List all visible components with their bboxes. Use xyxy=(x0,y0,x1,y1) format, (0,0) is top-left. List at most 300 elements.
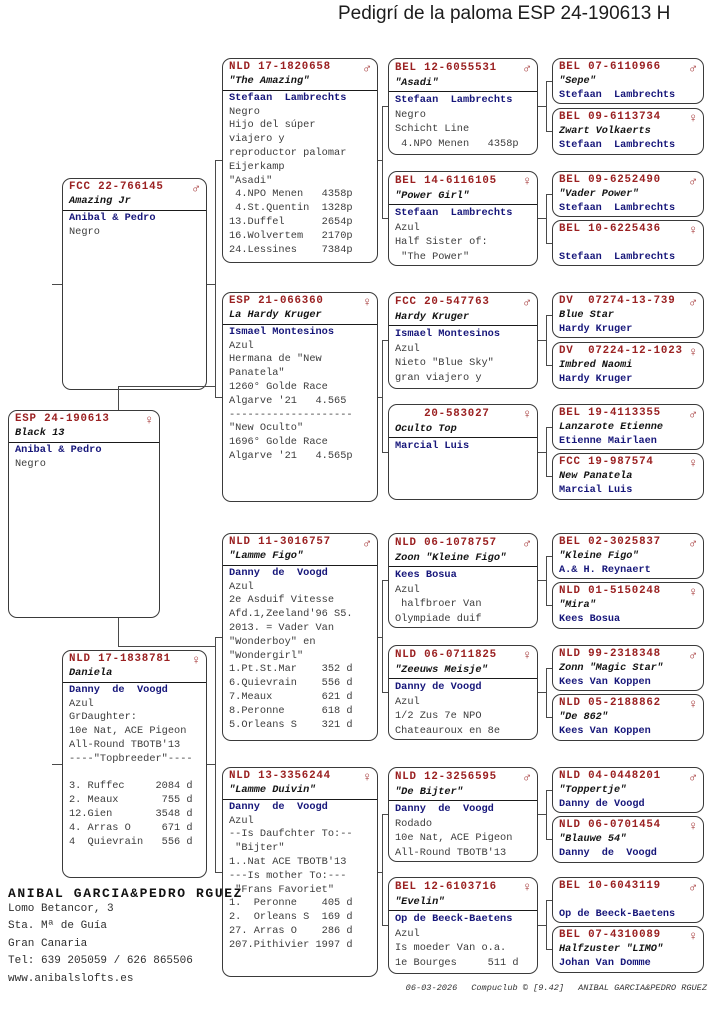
female-icon: ♀ xyxy=(192,653,200,668)
body-line: Nieto "Blue Sky" xyxy=(395,357,494,370)
pigeon-name: Oculto Top xyxy=(395,422,457,435)
pedigree-box-nld-17-1820658 xyxy=(222,58,378,263)
owner-name: Stefaan Lambrechts xyxy=(229,91,347,104)
breeder-address-line: Sta. Mª de Guía xyxy=(8,920,108,933)
connector-line xyxy=(382,218,388,219)
body-line: "New Oculto" xyxy=(229,422,304,435)
connector-line xyxy=(382,814,388,815)
pigeon-name xyxy=(559,237,697,251)
pedigree-box-nld-06-0711825 xyxy=(388,645,538,740)
connector-line xyxy=(546,81,552,82)
ring-number: 20-583027 xyxy=(395,408,490,420)
ring-number: NLD 01-5150248 xyxy=(559,585,661,597)
name-divider xyxy=(389,91,537,92)
body-line: 24.Lessines 7384p xyxy=(229,243,353,256)
owner-name: Ismael Montesinos xyxy=(229,325,335,338)
body-line: Is moeder Van o.a. xyxy=(395,942,507,955)
owner-name: Etienne Mairlaen xyxy=(559,435,657,447)
body-line: 6.Quievrain 556 d xyxy=(229,677,353,690)
body-line: "Wonderboy" en xyxy=(229,635,316,648)
male-icon: ♂ xyxy=(689,61,697,76)
connector-line xyxy=(546,315,547,365)
ring-number: FCC 22-766145 xyxy=(69,181,164,193)
ring-row xyxy=(229,295,371,309)
pigeon-name: Daniela xyxy=(69,667,113,679)
ring-number: NLD 06-1078757 xyxy=(395,537,497,549)
body-line: Panatela" xyxy=(229,367,285,380)
pedigree-box-bel-10-6225436 xyxy=(552,220,704,266)
body-line: Negro xyxy=(229,105,260,118)
owner-name: Op de Beeck-Baetens xyxy=(559,908,676,920)
footer-date: 06-03-2026 xyxy=(405,983,458,993)
body-line: Azul xyxy=(395,342,420,355)
connector-line xyxy=(546,194,547,243)
connector-line xyxy=(538,814,546,815)
name-divider xyxy=(389,437,537,438)
male-icon: ♂ xyxy=(192,181,200,196)
connector-line xyxy=(382,340,388,341)
body-line: Azul xyxy=(395,927,420,940)
name-divider xyxy=(63,210,206,211)
male-icon: ♂ xyxy=(689,174,697,189)
ring-row xyxy=(229,536,371,550)
body-line: Azul xyxy=(229,814,254,827)
ring-row xyxy=(229,61,371,75)
pedigree-box-nld-12-3256595 xyxy=(388,767,538,862)
body-line: 2013. = Vader Van xyxy=(229,621,335,634)
body-line: 16.Wolvertem 2170p xyxy=(229,229,353,242)
connector-line xyxy=(546,556,552,557)
female-icon: ♀ xyxy=(523,174,531,189)
ring-row xyxy=(559,880,697,894)
body-line: gran viajero y xyxy=(395,371,482,384)
ring-number: BEL 07-4310089 xyxy=(559,929,661,941)
body-line: Negro xyxy=(69,225,100,238)
body-line: "Bijter" xyxy=(229,842,285,855)
male-icon: ♂ xyxy=(523,770,531,785)
male-icon: ♂ xyxy=(689,880,697,895)
connector-line xyxy=(215,160,222,161)
female-icon: ♀ xyxy=(523,407,531,422)
ring-row xyxy=(559,697,697,711)
connector-line xyxy=(538,580,546,581)
body-line: GrDaughter: xyxy=(69,711,137,724)
connector-line xyxy=(538,692,546,693)
ring-number: BEL 12-6103716 xyxy=(395,881,497,893)
male-icon: ♂ xyxy=(523,536,531,551)
connector-line xyxy=(538,218,546,219)
footer-owner: ANIBAL GARCIA&PEDRO RGUEZ xyxy=(578,983,707,993)
body-line: 1260° Golde Race xyxy=(229,380,328,393)
ring-row xyxy=(229,770,371,784)
connector-line xyxy=(382,692,388,693)
connector-line xyxy=(538,452,546,453)
body-line: Hermana de "New xyxy=(229,353,322,366)
connector-line xyxy=(546,81,547,131)
pigeon-name: "Blauwe 54" xyxy=(559,834,627,845)
ring-number: BEL 19-4113355 xyxy=(559,407,661,419)
connector-line xyxy=(118,618,119,646)
male-icon: ♂ xyxy=(363,61,371,76)
owner-name: Marcial Luis xyxy=(395,440,470,453)
pigeon-name: "Toppertje" xyxy=(559,785,627,796)
pigeon-name: Halfzuster "LIMO" xyxy=(559,944,663,955)
pigeon-name: "Power Girl" xyxy=(395,189,470,202)
body-line: 1e Bourges 511 d xyxy=(395,956,519,969)
pedigree-box-nld-04-0448201 xyxy=(552,767,704,813)
breeder-phone: Tel: 639 205059 / 626 865506 xyxy=(8,955,193,968)
pedigree-box-nld-13-3356244 xyxy=(222,767,378,977)
pedigree-box-nld-06-1078757 xyxy=(388,533,538,628)
body-line: --Is Daufchter To:-- xyxy=(229,828,353,841)
body-line: 2e Asduif Vitesse xyxy=(229,594,335,607)
owner-name: Ismael Montesinos xyxy=(395,328,501,341)
body-line: Azul xyxy=(395,583,420,596)
body-line: 3. Ruffec 2084 d xyxy=(69,780,193,793)
ring-row xyxy=(559,929,697,943)
ring-row xyxy=(559,223,697,237)
owner-name: Op de Beeck-Baetens xyxy=(395,913,513,926)
ring-number: BEL 07-6110966 xyxy=(559,61,661,73)
male-icon: ♂ xyxy=(523,61,531,76)
female-icon: ♀ xyxy=(363,295,371,310)
body-line: halfbroer Van xyxy=(395,598,482,611)
owner-name: A.& H. Reynaert xyxy=(559,564,651,576)
pigeon-name: "Sepe" xyxy=(559,76,596,87)
breeder-name: ANIBAL GARCIA&PEDRO RGUEZ xyxy=(8,886,244,901)
body-line: 1. Peronne 405 d xyxy=(229,897,353,910)
connector-line xyxy=(546,900,552,901)
breeder-website: www.anibalslofts.es xyxy=(8,972,134,985)
pedigree-box-bel-12-6103716 xyxy=(388,877,538,974)
ring-row xyxy=(559,770,697,784)
pigeon-name: Zonn "Magic Star" xyxy=(559,663,663,674)
owner-name: Stefaan Lambrechts xyxy=(559,251,676,263)
pigeon-name: Zwart Volkaerts xyxy=(559,126,651,137)
connector-line xyxy=(546,427,552,428)
pedigree-box-bel-07-4310089 xyxy=(552,926,704,973)
pedigree-box-bel-02-3025837 xyxy=(552,533,704,579)
body-line: Eijerkamp xyxy=(229,160,285,173)
body-line: 4.St.Quentin 1328p xyxy=(229,202,353,215)
connector-line xyxy=(546,243,552,244)
body-line: "Asadi" xyxy=(229,174,273,187)
body-line: 2. Meaux 755 d xyxy=(69,794,193,807)
owner-name: Johan Van Domme xyxy=(559,957,651,969)
ring-row xyxy=(559,819,697,833)
pigeon-name: Lanzarote Etienne xyxy=(559,422,663,433)
owner-name: Kees Van Koppen xyxy=(559,676,651,688)
body-line: "The Power" xyxy=(395,250,470,263)
ring-number: NLD 04-0448201 xyxy=(559,770,661,782)
connector-line xyxy=(546,949,552,950)
name-divider xyxy=(223,565,377,566)
body-line: reproductor palomar xyxy=(229,146,347,159)
male-icon: ♂ xyxy=(689,407,697,422)
name-divider xyxy=(223,90,377,91)
pedigree-box-bel-14-6116105 xyxy=(388,171,538,266)
name-divider xyxy=(63,682,206,683)
breeder-address-line: Lomo Betancor, 3 xyxy=(8,903,114,915)
connector-line xyxy=(538,925,546,926)
connector-line xyxy=(546,605,552,606)
body-line: Algarve '21 4.565 xyxy=(229,394,347,407)
body-line: "Frans Favoriet" xyxy=(229,883,335,896)
name-divider xyxy=(223,324,377,325)
body-line: Azul xyxy=(69,697,94,710)
connector-line xyxy=(546,365,552,366)
connector-line xyxy=(546,668,547,717)
connector-line xyxy=(52,764,62,765)
body-line: Chateauroux en 8e xyxy=(395,724,501,737)
body-line: 27. Arras O 286 d xyxy=(229,924,353,937)
connector-line xyxy=(546,668,552,669)
name-divider xyxy=(389,678,537,679)
body-line: 4. Arras O 671 d xyxy=(69,821,193,834)
ring-number: BEL 10-6225436 xyxy=(559,223,661,235)
ring-row xyxy=(559,648,697,662)
pedigree-box-esp-21-066360 xyxy=(222,292,378,502)
connector-line xyxy=(118,646,215,647)
body-line: Azul xyxy=(229,580,254,593)
ring-number: BEL 10-6043119 xyxy=(559,880,661,892)
connector-line xyxy=(546,900,547,949)
ring-number: NLD 11-3016757 xyxy=(229,536,331,548)
ring-number: NLD 05-2188862 xyxy=(559,697,661,709)
body-line: 1696° Golde Race xyxy=(229,436,328,449)
owner-name: Marcial Luis xyxy=(559,484,633,496)
connector-line xyxy=(215,637,216,872)
connector-line xyxy=(546,717,552,718)
ring-number: DV 07274-13-739 xyxy=(559,295,676,307)
owner-name: Danny de Voogd xyxy=(229,800,328,813)
owner-name: Anibal & Pedro xyxy=(69,211,156,224)
body-line: 12.Gien 3548 d xyxy=(69,807,193,820)
owner-name: Stefaan Lambrechts xyxy=(559,202,676,214)
body-line: 4.NPO Menen 4358p xyxy=(395,137,519,150)
pigeon-name: Imbred Naomi xyxy=(559,360,633,371)
connector-line xyxy=(546,427,547,476)
page-title: Pedigrí de la paloma ESP 24-190613 H xyxy=(338,3,671,24)
body-line: 1.Pt.St.Mar 352 d xyxy=(229,663,353,676)
body-line: Half Sister of: xyxy=(395,236,488,249)
pigeon-name: "Kleine Figo" xyxy=(559,551,639,562)
ring-row xyxy=(69,653,200,667)
pedigree-box-bel-10-6043119 xyxy=(552,877,704,923)
body-line: Rodado xyxy=(395,817,433,830)
ring-number: NLD 13-3356244 xyxy=(229,770,331,782)
owner-name: Danny de Voogd xyxy=(559,798,645,810)
connector-line xyxy=(538,106,546,107)
female-icon: ♀ xyxy=(689,929,697,944)
pedigree-box-nld-17-1838781 xyxy=(62,650,207,878)
body-line: 10e Nat, ACE Pigeon xyxy=(69,725,187,738)
body-line: Algarve '21 4.565p xyxy=(229,449,353,462)
female-icon: ♀ xyxy=(689,111,697,126)
pedigree-box-nld-11-3016757 xyxy=(222,533,378,741)
connector-line xyxy=(382,106,388,107)
ring-row xyxy=(395,770,531,785)
connector-line xyxy=(118,386,215,387)
footer-line xyxy=(392,983,707,993)
pedigree-box-bel-07-6110966 xyxy=(552,58,704,104)
name-divider xyxy=(389,566,537,567)
body-line: Afd.1,Zeeland'96 S5. xyxy=(229,608,353,621)
body-line: 1/2 Zus 7e NPO xyxy=(395,710,482,723)
body-line: "Wondergirl" xyxy=(229,649,304,662)
body-line: 7.Meaux 621 d xyxy=(229,690,353,703)
owner-name: Danny de Voogd xyxy=(229,566,328,579)
body-line: Schicht Line xyxy=(395,123,470,136)
owner-name: Stefaan Lambrechts xyxy=(395,207,513,220)
connector-line xyxy=(52,284,62,285)
ring-row xyxy=(395,295,531,310)
breeder-block xyxy=(8,886,243,988)
pedigree-box-bel-12-6055531 xyxy=(388,58,538,155)
body-line: Olympiade duif xyxy=(395,612,482,625)
body-line: Hijo del súper xyxy=(229,119,316,132)
pedigree-box-bel-19-4113355 xyxy=(552,404,704,450)
female-icon: ♀ xyxy=(689,456,697,471)
ring-number: ESP 24-190613 xyxy=(15,413,110,425)
pigeon-name: "Zeeuws Meisje" xyxy=(395,663,488,676)
body-line: -------------------- xyxy=(229,408,353,421)
ring-row xyxy=(15,413,153,427)
connector-line xyxy=(382,580,383,692)
pigeon-name: "Lamme Figo" xyxy=(229,550,304,562)
pigeon-name: Zoon "Kleine Figo" xyxy=(395,551,507,564)
connector-line xyxy=(215,160,216,397)
female-icon: ♀ xyxy=(689,697,697,712)
female-icon: ♀ xyxy=(689,819,697,834)
male-icon: ♂ xyxy=(689,770,697,785)
owner-name: Stefaan Lambrechts xyxy=(559,89,676,101)
name-divider xyxy=(389,325,537,326)
pigeon-name: "Evelin" xyxy=(395,895,445,908)
body-line: 8.Peronne 618 d xyxy=(229,704,353,717)
body-line: 4 Quievrain 556 d xyxy=(69,835,193,848)
connector-line xyxy=(546,556,547,605)
connector-line xyxy=(382,452,388,453)
body-line: All-Round TBOTB'13 xyxy=(395,846,507,859)
female-icon: ♀ xyxy=(523,880,531,895)
ring-row xyxy=(559,295,697,309)
pigeon-name: Blue Star xyxy=(559,310,615,321)
ring-row xyxy=(69,181,200,195)
owner-name: Danny de Voogd xyxy=(395,803,494,816)
pedigree-box-nld-01-5150248 xyxy=(552,582,704,629)
pigeon-name: "Lamme Duivin" xyxy=(229,784,316,796)
body-line: All-Round TBOTB'13 xyxy=(69,738,181,751)
pedigree-box-esp-24-190613 xyxy=(8,410,160,618)
pigeon-name: "Asadi" xyxy=(395,76,439,89)
connector-line xyxy=(546,790,547,839)
ring-number: BEL 09-6113734 xyxy=(559,111,661,123)
owner-name: Stefaan Lambrechts xyxy=(559,139,676,151)
owner-name: Danny de Voogd xyxy=(559,847,657,859)
female-icon: ♀ xyxy=(689,223,697,238)
name-divider xyxy=(9,442,159,443)
ring-row xyxy=(559,111,697,125)
ring-number: NLD 17-1820658 xyxy=(229,61,331,73)
female-icon: ♀ xyxy=(145,413,153,428)
body-line: Azul xyxy=(395,221,420,234)
ring-row xyxy=(559,585,697,599)
pigeon-name: New Panatela xyxy=(559,471,633,482)
ring-row xyxy=(559,61,697,75)
body-line: Negro xyxy=(15,457,46,470)
connector-line xyxy=(382,814,383,925)
pigeon-name: Black 13 xyxy=(15,427,65,439)
pedigree-box-nld-99-2318348 xyxy=(552,645,704,691)
ring-number: NLD 99-2318348 xyxy=(559,648,661,660)
ring-number: NLD 06-0711825 xyxy=(395,649,497,661)
owner-name: Anibal & Pedro xyxy=(15,443,102,456)
ring-number: BEL 09-6252490 xyxy=(559,174,661,186)
body-line: 13.Duffel 2654p xyxy=(229,215,353,228)
body-line: 2. Orleans S 169 d xyxy=(229,911,353,924)
male-icon: ♂ xyxy=(523,295,531,310)
male-icon: ♂ xyxy=(689,536,697,551)
body-line: Negro xyxy=(395,108,426,121)
body-line: Azul xyxy=(229,339,254,352)
ring-row xyxy=(559,174,697,188)
ring-number: FCC 20-547763 xyxy=(395,296,490,308)
ring-row xyxy=(395,536,531,551)
pedigree-box-dv-07224-12-1023 xyxy=(552,342,704,389)
female-icon: ♀ xyxy=(689,585,697,600)
ring-number: NLD 06-0701454 xyxy=(559,819,661,831)
pigeon-name: "Vader Power" xyxy=(559,189,639,200)
pedigree-box-nld-05-2188862 xyxy=(552,694,704,741)
pedigree-box-bel-09-6252490 xyxy=(552,171,704,217)
owner-name: Kees Bosua xyxy=(559,613,621,625)
female-icon: ♀ xyxy=(523,648,531,663)
ring-row xyxy=(559,536,697,550)
ring-number: BEL 14-6116105 xyxy=(395,175,497,187)
owner-name: Kees Bosua xyxy=(395,569,457,582)
ring-row xyxy=(395,880,531,895)
connector-line xyxy=(546,315,552,316)
ring-row xyxy=(395,174,531,189)
pedigree-box-fcc-20-547763 xyxy=(388,292,538,389)
pigeon-name: La Hardy Kruger xyxy=(229,309,322,321)
connector-line xyxy=(215,397,222,398)
owner-name: Stefaan Lambrechts xyxy=(395,94,513,107)
connector-line xyxy=(207,284,215,285)
pedigree-box-dv-07274-13-739 xyxy=(552,292,704,338)
owner-name: Hardy Kruger xyxy=(559,373,633,385)
connector-line xyxy=(118,386,119,410)
connector-line xyxy=(382,340,383,452)
connector-line xyxy=(546,839,552,840)
ring-row xyxy=(559,407,697,421)
connector-line xyxy=(382,580,388,581)
name-divider xyxy=(389,204,537,205)
male-icon: ♂ xyxy=(689,295,697,310)
owner-name: Danny de Voogd xyxy=(395,681,482,694)
pedigree-box-fcc-22-766145 xyxy=(62,178,207,390)
connector-line xyxy=(546,790,552,791)
ring-row xyxy=(559,456,697,470)
owner-name: Kees Van Koppen xyxy=(559,725,651,737)
name-divider xyxy=(389,800,537,801)
owner-name: Hardy Kruger xyxy=(559,323,633,335)
body-line: Azul xyxy=(395,695,420,708)
female-icon: ♀ xyxy=(363,770,371,785)
ring-number: ESP 21-066360 xyxy=(229,295,324,307)
female-icon: ♀ xyxy=(689,345,697,360)
